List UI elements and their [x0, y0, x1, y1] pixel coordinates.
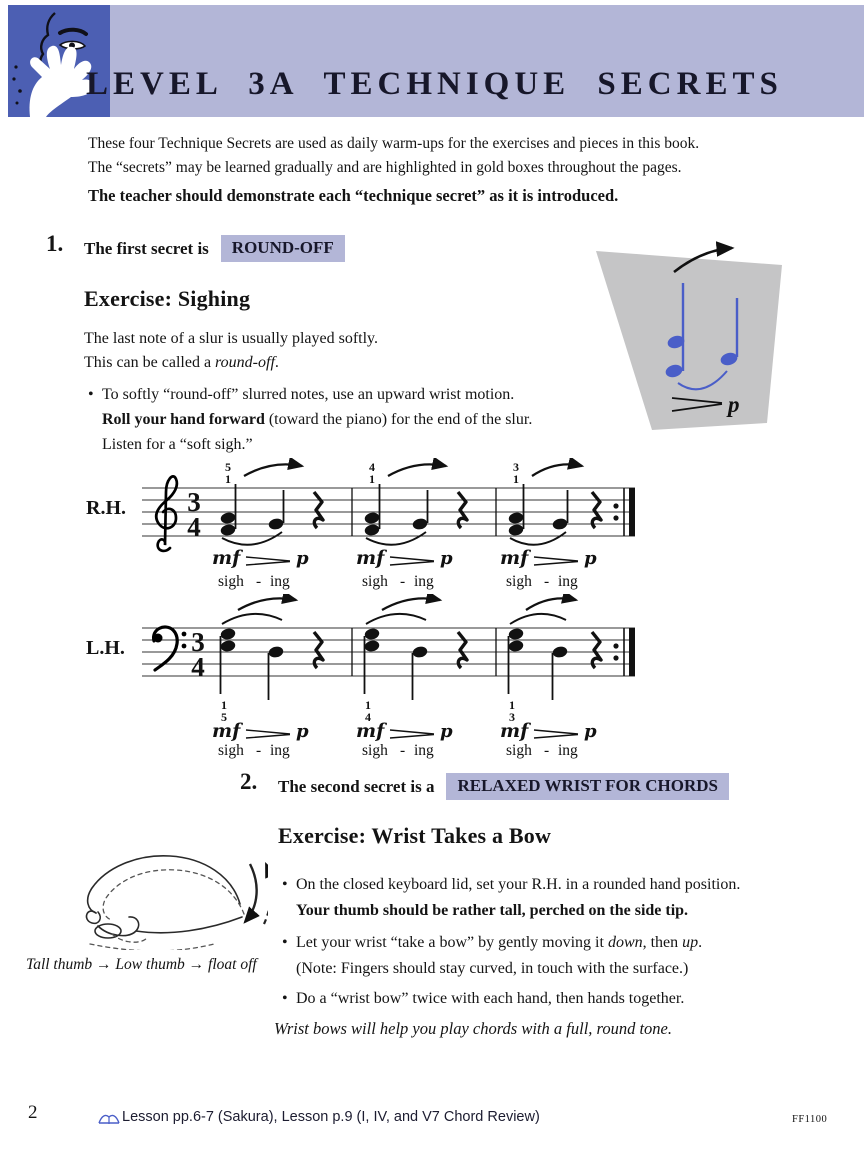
- decrescendo-hairpin: [390, 730, 434, 738]
- slur: [222, 614, 282, 624]
- up-arrow-icon: [264, 864, 268, 924]
- svg-text:sigh: sigh: [218, 742, 244, 759]
- secret2-closing-note: Wrist bows will help you play chords with a full, round tone.: [274, 1019, 672, 1038]
- secret1-number: 1.: [46, 231, 64, 256]
- lift-arrow-icon: [526, 598, 576, 610]
- svg-text:-: -: [544, 573, 550, 590]
- secret1-highlight-badge: ROUND-OFF: [221, 235, 345, 262]
- rh-measure-3: [500, 460, 601, 590]
- slur: [510, 614, 566, 624]
- secret2-number: 2.: [240, 769, 258, 794]
- lift-arrow-icon: [244, 464, 302, 476]
- gray-panel: [596, 251, 782, 430]
- svg-text:ing: ing: [558, 742, 578, 759]
- svg-text:5: 5: [221, 710, 227, 724]
- exercise1-title: Exercise: Sighing: [84, 286, 251, 311]
- rh-staff: [142, 458, 642, 593]
- lift-arrow-icon: [532, 464, 582, 476]
- hand-caption: Tall thumb → Low thumb → float off: [26, 956, 257, 973]
- svg-text:mf: mf: [356, 720, 385, 742]
- lh-label: L.H.: [86, 637, 125, 659]
- secret2-lead-row: [278, 773, 729, 800]
- rh-measure-2: [356, 460, 467, 590]
- svg-text:-: -: [544, 742, 550, 759]
- time-signature-top: 3: [191, 627, 205, 657]
- quarter-rest-icon: [592, 492, 601, 528]
- svg-text:5: 5: [225, 460, 231, 474]
- decrescendo-hairpin: [246, 557, 290, 565]
- lh-measure-1: [212, 598, 323, 759]
- secret2-highlight-badge: RELAXED WRIST FOR CHORDS: [446, 773, 729, 800]
- secret2-lead: The second secret is a: [278, 776, 435, 796]
- svg-text:-: -: [400, 742, 406, 759]
- svg-text:4: 4: [365, 710, 371, 724]
- quarter-rest-icon: [314, 632, 323, 668]
- decrescendo-hairpin: [534, 730, 578, 738]
- svg-text:mf: mf: [500, 720, 529, 742]
- svg-text:1: 1: [509, 698, 515, 712]
- exercise2-title: Exercise: Wrist Takes a Bow: [278, 823, 552, 848]
- svg-text:ing: ing: [270, 742, 290, 759]
- intro-line-2: The “secrets” may be learned gradually and are highlighted in gold boxes throughout the pages.: [88, 159, 682, 176]
- svg-text:p: p: [584, 721, 597, 742]
- svg-text:p: p: [584, 548, 597, 569]
- time-signature-top: 3: [187, 487, 201, 517]
- svg-text:p: p: [440, 548, 453, 569]
- svg-text:1: 1: [365, 698, 371, 712]
- svg-text:sigh: sigh: [218, 573, 244, 590]
- secret1-bullet: • To softly “round-off” slurred notes, use an upward wrist motion. Roll your hand forward (toward the piano) for the end of the slur. Listen for a “soft sigh.”: [88, 382, 618, 457]
- secret2-bullet-1: • On the closed keyboard lid, set your R.H. in a rounded hand position. Your thumb should be rather tall, perched on the side tip.: [282, 876, 741, 919]
- svg-text:1: 1: [221, 698, 227, 712]
- bullet-dot: •: [88, 386, 94, 403]
- round-off-illustration: [588, 240, 798, 452]
- piano-dynamic: p: [728, 392, 740, 417]
- lift-arrow-icon: [382, 598, 440, 610]
- svg-text:p: p: [440, 721, 453, 742]
- svg-text:-: -: [400, 573, 406, 590]
- quarter-rest-icon: [458, 492, 467, 528]
- lh-measure-2: [356, 598, 467, 759]
- quarter-rest-icon: [314, 492, 323, 528]
- svg-text:3: 3: [513, 460, 519, 474]
- decrescendo-hairpin: [390, 557, 434, 565]
- svg-text:sigh: sigh: [506, 573, 532, 590]
- quarter-rest-icon: [458, 632, 467, 668]
- svg-text:-: -: [256, 573, 262, 590]
- quarter-rest-icon: [592, 632, 601, 668]
- open-book-icon: [98, 1110, 120, 1127]
- svg-text:1: 1: [369, 472, 375, 486]
- svg-text:sigh: sigh: [362, 573, 388, 590]
- decrescendo-hairpin: [534, 557, 578, 565]
- down-arrow-icon: [245, 864, 257, 922]
- lh-measure-3: [500, 598, 601, 759]
- svg-text:1: 1: [513, 472, 519, 486]
- lh-staff: [142, 594, 642, 760]
- svg-text:sigh: sigh: [362, 742, 388, 759]
- teacher-note: The teacher should demonstrate each “technique secret” as it is introduced.: [88, 186, 619, 205]
- wrist-bow-hand-illustration: [28, 836, 268, 950]
- decrescendo-hairpin: [246, 730, 290, 738]
- svg-text:mf: mf: [500, 547, 529, 569]
- svg-text:ing: ing: [414, 742, 434, 759]
- secret1-lead-row: [84, 235, 345, 262]
- page-title: LEVEL 3A TECHNIQUE SECRETS: [86, 66, 783, 102]
- svg-text:ing: ing: [558, 573, 578, 590]
- secret2-bullet-3: • Do a “wrist bow” twice with each hand, then hands together.: [282, 990, 685, 1007]
- intro-paragraph: [88, 132, 788, 180]
- svg-text:mf: mf: [212, 547, 241, 569]
- svg-text:sigh: sigh: [506, 742, 532, 759]
- secret1-lead: The first secret is: [84, 238, 209, 258]
- slur: [366, 614, 426, 624]
- footer-catalog-code: FF1100: [792, 1114, 828, 1125]
- secret2-bullet-2: • Let your wrist “take a bow” by gently moving it down, then up. (Note: Fingers should stay curved, in touch with the surface.): [282, 934, 703, 977]
- intro-line-1: These four Technique Secrets are used as daily warm-ups for the exercises and pieces in this book.: [88, 135, 700, 152]
- svg-text:1: 1: [225, 472, 231, 486]
- svg-text:p: p: [296, 721, 309, 742]
- time-signature-bottom: 4: [187, 512, 201, 542]
- svg-text:3: 3: [509, 710, 515, 724]
- svg-text:4: 4: [369, 460, 375, 474]
- lift-arrow-icon: [388, 464, 446, 476]
- float-trail: [90, 944, 214, 950]
- svg-text:p: p: [296, 548, 309, 569]
- footer-lesson-reference: Lesson pp.6-7 (Sakura), Lesson p.9 (I, IV, and V7 Chord Review): [122, 1109, 540, 1125]
- lift-arrow-icon: [238, 598, 296, 610]
- page-number: 2: [28, 1102, 38, 1123]
- rh-label: R.H.: [86, 497, 126, 519]
- hand-outline-top: [88, 856, 240, 913]
- time-signature-bottom: 4: [191, 652, 205, 682]
- rh-measure-1: [212, 460, 323, 590]
- secret1-paragraph: The last note of a slur is usually played softly. This can be called a round-off.: [84, 330, 379, 371]
- svg-text:ing: ing: [270, 573, 290, 590]
- svg-text:ing: ing: [414, 573, 434, 590]
- svg-text:mf: mf: [356, 547, 385, 569]
- svg-text:-: -: [256, 742, 262, 759]
- svg-text:mf: mf: [212, 720, 241, 742]
